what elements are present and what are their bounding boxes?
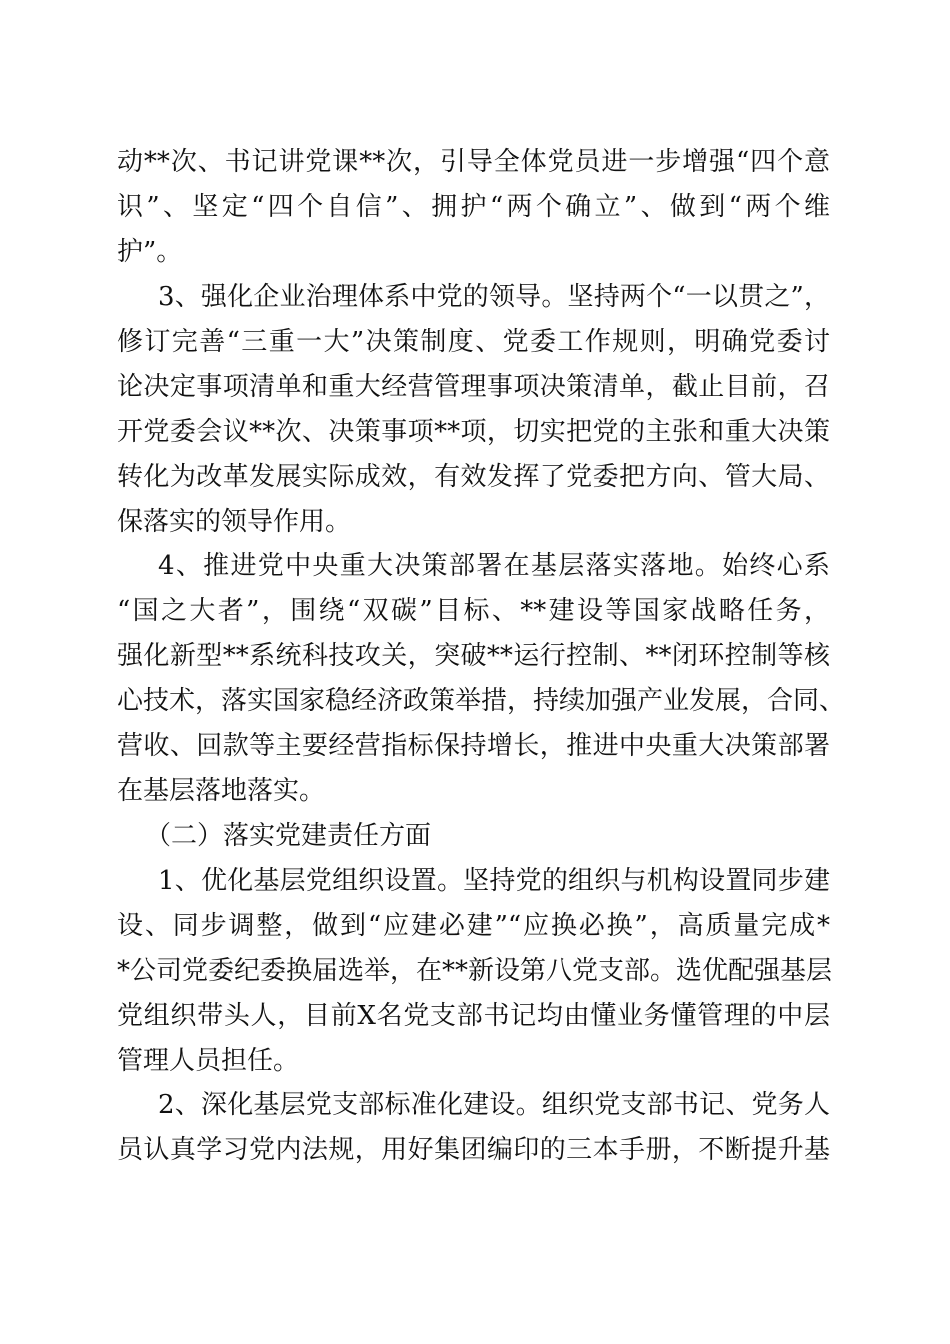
body-text-line: 保落实的领导作用。: [117, 507, 352, 537]
paragraph-1-start: 1、优化基层党组织设置。坚持党的组织与机构设置同步建: [158, 866, 830, 896]
body-text-line: *公司党委纪委换届选举，在**新设第八党支部。选优配强基层: [117, 956, 833, 986]
body-text-line: 论决定事项清单和重大经营管理事项决策清单，截止目前，召: [117, 372, 830, 402]
body-text-line: 动**次、书记讲党课**次，引导全体党员进一步增强“四个意: [117, 147, 830, 177]
body-text-line: 营收、回款等主要经营指标保持增长，推进中央重大决策部署: [117, 731, 830, 761]
body-text-line: 员认真学习党内法规，用好集团编印的三本手册，不断提升基: [117, 1135, 830, 1165]
body-text-line: 设、同步调整，做到“应建必建”“应换必换”，高质量完成*: [117, 911, 830, 941]
body-text-line: 心技术，落实国家稳经济政策举措，持续加强产业发展，合同、: [117, 686, 846, 716]
body-text-line: 党组织带头人，目前X名党支部书记均由懂业务懂管理的中层: [117, 1001, 830, 1031]
body-text-line: 护”。: [117, 237, 183, 267]
body-text-line: “国之大者”，围绕“双碳”目标、**建设等国家战略任务，: [117, 596, 830, 626]
body-text-line: 识”、坚定“四个自信”、拥护“两个确立”、做到“两个维: [117, 192, 830, 222]
body-text-line: 转化为改革发展实际成效，有效发挥了党委把方向、管大局、: [117, 462, 830, 492]
body-text-line: 强化新型**系统科技攻关，突破**运行控制、**闭环控制等核: [117, 641, 830, 671]
body-text-line: 在基层落地落实。: [117, 776, 326, 806]
paragraph-2-start: 2、深化基层党支部标准化建设。组织党支部书记、党务人: [158, 1090, 830, 1120]
body-text-line: 管理人员担任。: [117, 1046, 300, 1076]
body-text-line: 开党委会议**次、决策事项**项，切实把党的主张和重大决策: [117, 417, 830, 447]
paragraph-3-start: 3、强化企业治理体系中党的领导。坚持两个“一以贯之”，: [158, 282, 830, 312]
paragraph-4-start: 4、推进党中央重大决策部署在基层落实落地。始终心系: [158, 551, 830, 581]
section-heading: （二）落实党建责任方面: [145, 821, 432, 851]
body-text-line: 修订完善“三重一大”决策制度、党委工作规则，明确党委讨: [117, 327, 830, 357]
